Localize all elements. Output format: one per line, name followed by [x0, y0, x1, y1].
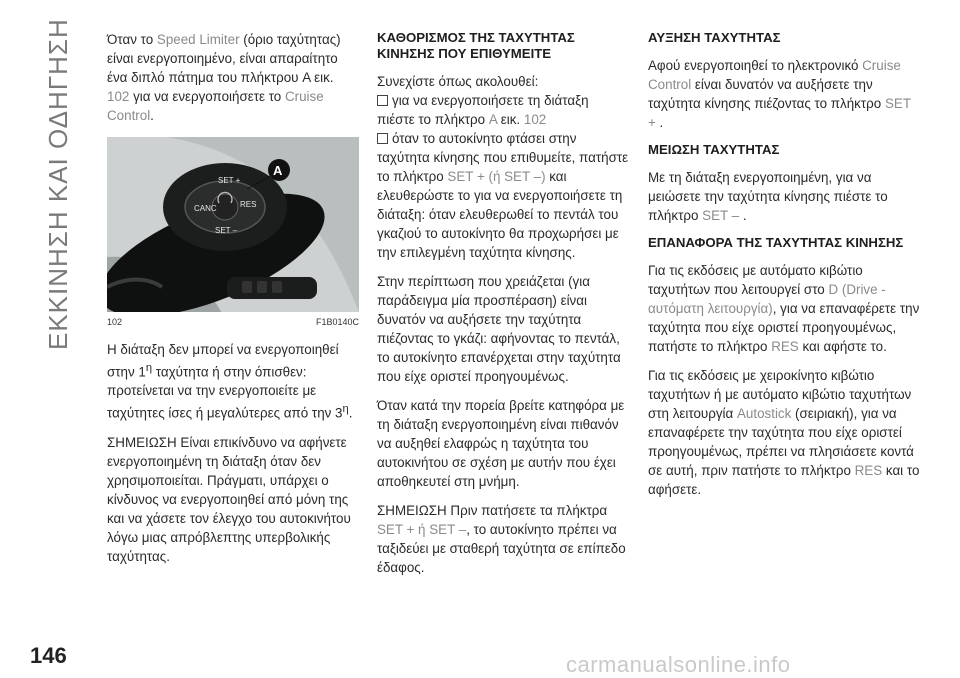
- paragraph-increase: Αφού ενεργοποιηθεί το ηλεκτρονικό Cruise Control είναι δυνατόν να αυξήσετε την ταχύτητα κίνησης πιέζοντας το πλήκτρο SET + .: [648, 58, 911, 130]
- paragraph-speed-limiter: Όταν το Speed Limiter (όριο ταχύτητας) είναι ενεργοποιημένο, είναι απαραίτητο ένα διπλό πάτημα του πλήκτρου A εικ. 102 για να ενεργοποιήσετε το Cruise Control.: [107, 32, 341, 123]
- watermark-text: carmanualsonline.info: [566, 652, 791, 677]
- column-1: [107, 30, 359, 576]
- res-label: RES: [240, 200, 257, 209]
- bullet-activate: για να ενεργοποιήσετε τη διάταξη πιέστε το πλήκτρο A εικ. 102: [377, 93, 589, 127]
- steering-wheel-controls-illustration: [107, 137, 359, 312]
- figure-caption: [107, 316, 359, 328]
- page-number: 146: [30, 643, 67, 668]
- heading-resume-speed: ΕΠΑΝΑΦΟΡΑ ΤΗΣ ΤΑΧΥΤΗΤΑΣ ΚΙΝΗΣΗΣ: [648, 235, 904, 250]
- paragraph-downhill: Όταν κατά την πορεία βρείτε κατηφόρα με τη διάταξη ενεργοποιημένη είναι πιθανόν να αυξηθεί ελαφρώς η ταχύτητα του αυτοκινήτου σε σχέση με αυτήν που έχει αποθηκευτεί στη μνήμη.: [377, 398, 625, 489]
- steering-wheel-figure: [107, 137, 359, 312]
- column-3: [648, 30, 920, 509]
- heading-increase-speed: ΑΥΞΗΣΗ ΤΑΧΥΤΗΤΑΣ: [648, 30, 781, 45]
- bullet-set-speed: όταν το αυτοκίνητο φτάσει στην ταχύτητα κίνησης που επιθυμείτε, πατήστε το πλήκτρο SET + (ή SET –) και ελευθερώστε το για να ενεργοποιήσετε τη διάταξη: όταν ελευθερωθεί το πεντάλ του γκαζιού το αυτοκίνητο θα προχωρήσει με την επιλεγμένη ταχύτητα κίνησης.: [377, 131, 629, 260]
- callout-a-label: A: [273, 163, 283, 178]
- paragraph-resume-automatic: Για τις εκδόσεις με αυτόματο κιβώτιο ταχυτήτων που λειτουργεί στο D (Drive - αυτόματη λειτουργία), για να επαναφέρετε την ταχύτητα που είχε οριστεί προηγουμένως, πατήστε το πλήκτρο RES και αφήστε το.: [648, 263, 920, 354]
- section-side-title-text: ΕΚΚΙΝΗΣΗ ΚΑΙ ΟΔΗΓΗΣΗ: [43, 18, 73, 350]
- canc-label: CANC: [194, 204, 217, 213]
- paragraph-gear-note: Η διάταξη δεν μπορεί να ενεργοποιηθεί στην $1^\eta$ ταχύτητα ή στην όπισθεν: προτείνεται να την ενεργοποιείτε με ταχύτητες ίσες ή μεγαλύτερες από την $3^\eta$.: [107, 342, 353, 421]
- paragraph-danger-note: ΣΗΜΕΙΩΣΗ Είναι επικίνδυνο να αφήνετε ενεργοποιημένη τη διάταξη όταν δεν χρησιμοποιείται. Πράγματι, υπάρχει ο κίνδυνος να ενεργοποιηθεί από μόνη της και να χάσετε τον έλεγχο του αυτοκινήτου λόγω μιας απρόβλεπτης υπερβολικής ταχύτητας.: [107, 434, 351, 564]
- checkbox-bullet-icon: [377, 133, 388, 144]
- section-side-title: [36, 20, 81, 350]
- paragraph-note-set: ΣΗΜΕΙΩΣΗ Πριν πατήσετε τα πλήκτρα SET + ή SET –, το αυτοκίνητο πρέπει να ταξιδεύει με σταθερή ταχύτητα σε επίπεδο έδαφος.: [377, 503, 626, 575]
- figure-number: 102: [107, 317, 123, 327]
- set-plus-label: SET +: [218, 176, 241, 185]
- paragraph-overtake: Στην περίπτωση που χρειάζεται (για παράδειγμα μία προσπέραση) είναι δυνατόν να αυξήσετε την ταχύτητα πιέζοντας το γκάζι: αφήνοντας το πεντάλ, το αυτοκίνητο επανέρχεται στην ταχύτητα που είχε οριστεί προηγουμένως.: [377, 274, 621, 384]
- column-2: [377, 30, 629, 587]
- checkbox-bullet-icon: [377, 95, 388, 106]
- heading-set-speed: ΚΑΘΟΡΙΣΜΟΣ ΤΗΣ ΤΑΧΥΤΗΤΑΣ ΚΙΝΗΣΗΣ ΠΟΥ ΕΠΙΘΥΜΕΙΤΕ: [377, 30, 575, 61]
- paragraph-intro: Συνεχίστε όπως ακολουθεί:: [377, 74, 539, 89]
- paragraph-decrease: Με τη διάταξη ενεργοποιημένη, για να μειώσετε την ταχύτητα κίνησης πιέστε το πλήκτρο SET – .: [648, 170, 888, 223]
- figure-code: F1B0140C: [315, 317, 359, 327]
- heading-decrease-speed: ΜΕΙΩΣΗ ΤΑΧΥΤΗΤΑΣ: [648, 142, 780, 157]
- set-minus-label: SET –: [215, 226, 238, 235]
- paragraph-resume-manual: Για τις εκδόσεις με χειροκίνητο κιβώτιο ταχυτήτων ή με αυτόματο κιβώτιο ταχυτήτων στη λειτουργία Autostick (σειριακή), για να επαναφέρετε την ταχύτητα που είχε οριστεί προηγουμένως, πρέπει να πλησιάσετε κοντά σε αυτή, πριν πατήστε το πλήκτρο RES και το αφήσετε.: [648, 368, 920, 497]
